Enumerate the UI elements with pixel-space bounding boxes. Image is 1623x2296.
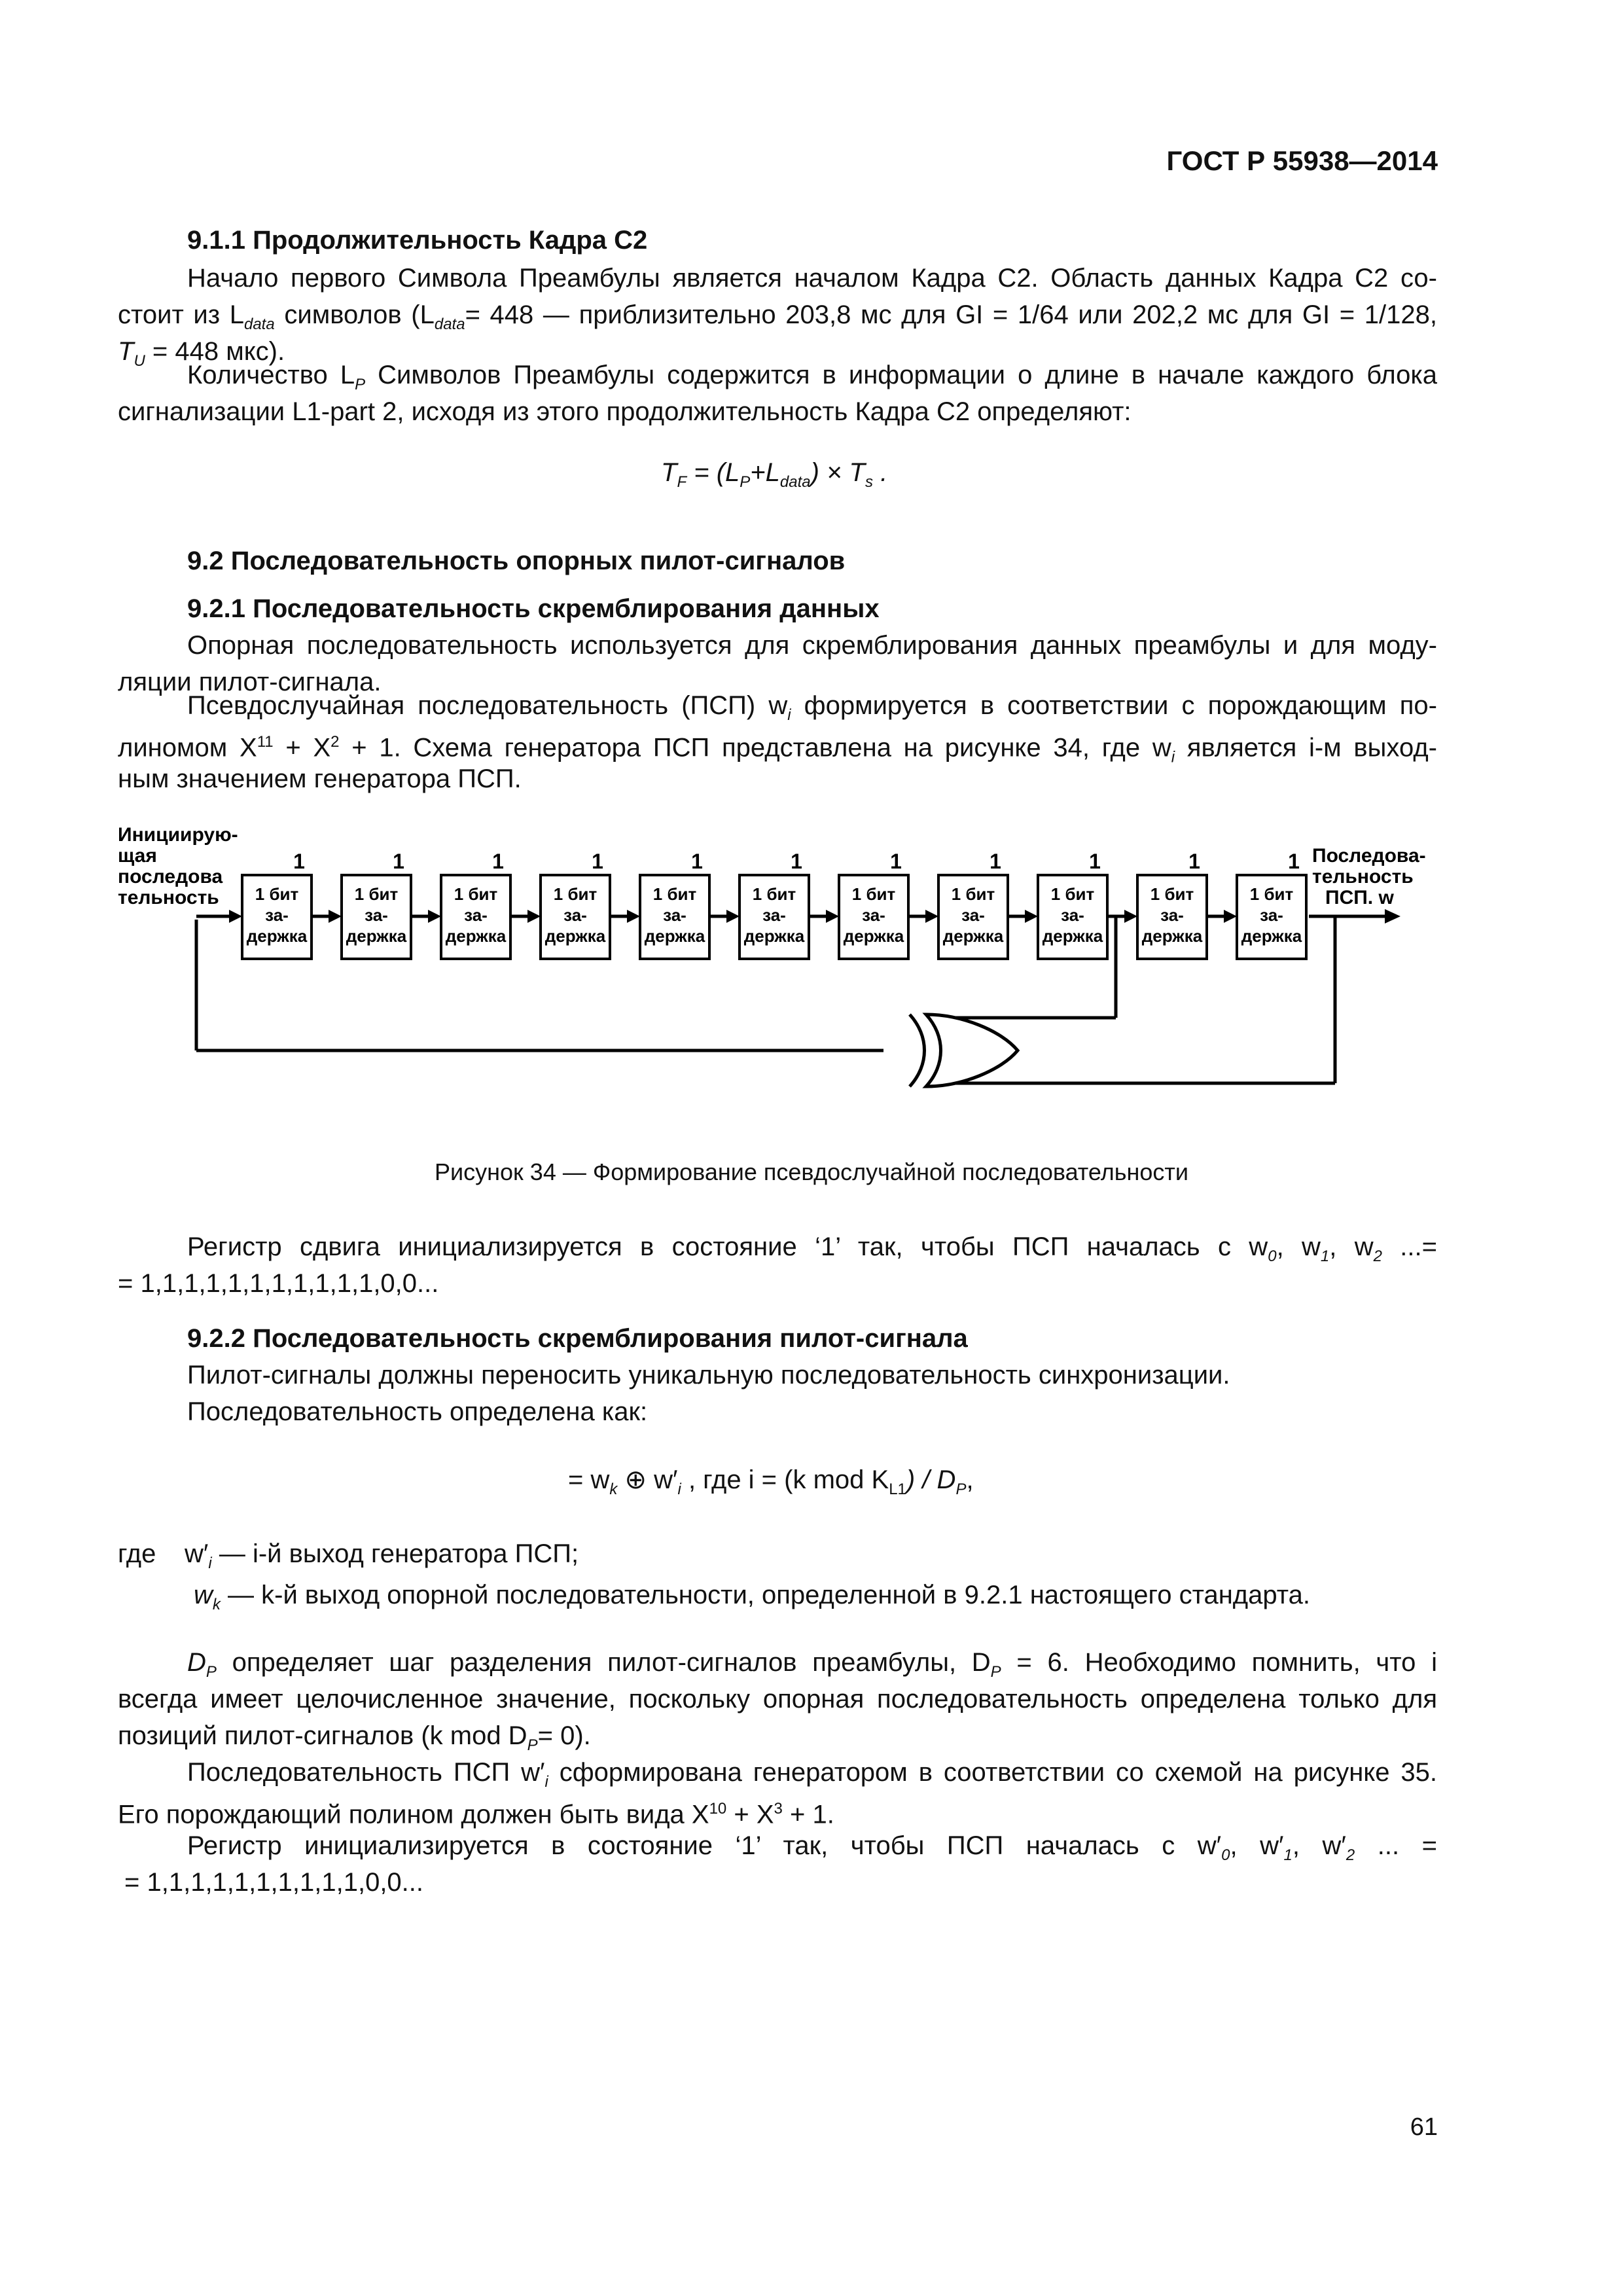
figure-34-caption: Рисунок 34 — Формирование псевдослучайной последовательности — [435, 1158, 1188, 1185]
delay-label: 1 бит — [752, 884, 796, 904]
delay-label: за- — [365, 905, 388, 925]
para-text: Пилот-сигналы должны переносить уникальную последовательность синхронизации. — [187, 1361, 1230, 1390]
delay-label: держка — [246, 926, 308, 946]
init-label: последова — [118, 866, 223, 888]
delay-label: держка — [644, 926, 705, 946]
arrow-icon — [527, 910, 541, 923]
para-text: Последовательность ПСП $w'_i$ сформирована генератором в соответствии со схемой на рисунке 35. — [187, 1758, 1438, 1791]
delay-label: держка — [544, 926, 606, 946]
initial-value: 1 — [691, 850, 703, 873]
arrow-icon — [1224, 910, 1237, 923]
page-number: 61 — [1410, 2113, 1438, 2141]
delay-cell — [1137, 850, 1207, 959]
para-text: сигнализации L1-part 2, исходя из этого продолжительность Кадра C2 определяют: — [118, 397, 1132, 426]
para-text: Псевдослучайная последовательность (ПСП) $w_i$ формируется в соответствии с порождающим по- — [187, 691, 1437, 724]
para-text: линомом $X^{11} + X^2 + 1$. Схема генератора ПСП представлена на рисунке 34, где $w_i$ является i-м выход- — [118, 733, 1437, 766]
arrow-icon — [1025, 910, 1038, 923]
output-label: тельность — [1312, 866, 1414, 888]
heading-9-2-2: 9.2.2 Последовательность скремблирования пилот-сигнала — [187, 1324, 968, 1353]
delay-label: за- — [1160, 905, 1184, 925]
delay-label: держка — [942, 926, 1004, 946]
para-text: стоит из $L_{data}$ символов ($L_{data}= 448$ — приблизительно 203,8 мс для GI = 1/64 или 202,2 мс для GI = 1/128, — [118, 300, 1437, 333]
heading-9-1-1: 9.1.1 Продолжительность Кадра C2 — [187, 226, 648, 255]
delay-label: за- — [464, 905, 488, 925]
delay-cell — [242, 850, 312, 959]
delay-label: за- — [762, 905, 786, 925]
delay-label: держка — [1141, 926, 1203, 946]
delay-cell — [342, 850, 411, 959]
arrow-icon — [428, 910, 441, 923]
para-text: позиций пилот-сигналов (k mod $D_P= 0$). — [118, 1721, 591, 1754]
delay-label: 1 бит — [652, 884, 697, 904]
init-label: щая — [118, 845, 157, 867]
delay-label: за- — [862, 905, 885, 925]
delay-label: 1 бит — [1249, 884, 1294, 904]
delay-label: за- — [961, 905, 985, 925]
delay-label: за- — [1260, 905, 1283, 925]
delay-cell — [740, 850, 809, 959]
arrow-icon — [329, 910, 342, 923]
para-text: ным значением генератора ПСП. — [118, 764, 522, 793]
output-arrow-icon — [1385, 909, 1400, 924]
initial-value: 1 — [990, 850, 1001, 873]
delay-label: 1 бит — [1050, 884, 1095, 904]
delay-cell — [441, 850, 510, 959]
arrow-icon — [229, 910, 242, 923]
delay-cell — [640, 850, 709, 959]
delay-label: 1 бит — [255, 884, 299, 904]
output-label: Последова- — [1312, 845, 1426, 867]
delay-label: держка — [445, 926, 507, 946]
delay-label: за- — [265, 905, 289, 925]
arrow-icon — [826, 910, 839, 923]
figure-34-diagram — [118, 821, 1440, 1103]
initial-value: 1 — [293, 850, 305, 873]
delay-cell — [1237, 850, 1306, 959]
document-id: ГОСТ Р 55938—2014 — [1166, 145, 1438, 176]
delay-label: держка — [743, 926, 805, 946]
delay-cell — [1038, 850, 1107, 959]
output-label: ПСП. w — [1325, 887, 1394, 908]
initial-value: 1 — [1188, 850, 1200, 873]
arrow-icon — [726, 910, 740, 923]
delay-label: 1 бит — [951, 884, 995, 904]
para-text: Количество $L_P$ Символов Преамбулы содержится в информации о длине в начале каждого блока — [187, 361, 1437, 393]
initial-value: 1 — [393, 850, 404, 873]
init-label: тельность — [118, 887, 219, 908]
where-label: где — [118, 1539, 156, 1568]
delay-cell — [541, 850, 610, 959]
formula-pilot: = $w_k$ ⊕ $w'_i$ , где i = (k mod $K_{L1}) / D_P$, — [568, 1465, 974, 1498]
delay-cell — [839, 850, 908, 959]
initial-value: 1 — [791, 850, 802, 873]
delay-label: держка — [1042, 926, 1103, 946]
para-text: Последовательность определена как: — [187, 1397, 648, 1426]
arrow-icon — [1124, 910, 1137, 923]
initial-value: 1 — [1089, 850, 1101, 873]
para-text: = 1,1,1,1,1,1,1,1,1,1,0,0... — [124, 1868, 424, 1897]
para-text: Регистр инициализируется в состояние ‘1’ так, чтобы ПСП началась с $w'_0$, $w'_1$, $w'_2$ ... = — [187, 1831, 1437, 1864]
delay-label: за- — [663, 905, 687, 925]
para-text: Его порождающий полином должен быть вида $X^{10} + X^3 + 1$. — [118, 1800, 834, 1829]
initial-value: 1 — [592, 850, 603, 873]
delay-label: держка — [843, 926, 904, 946]
formula-tf: $T_F = (L_P+L_{data}) \times T_s$ . — [661, 458, 888, 491]
initial-value: 1 — [890, 850, 902, 873]
delay-label: держка — [1241, 926, 1302, 946]
delay-label: 1 бит — [354, 884, 399, 904]
arrow-icon — [627, 910, 640, 923]
definition-item: $w'_i$ — i-й выход генератора ПСП; — [185, 1539, 579, 1572]
delay-label: за- — [1061, 905, 1084, 925]
initial-value: 1 — [1288, 850, 1300, 873]
initial-value: 1 — [492, 850, 504, 873]
delay-label: 1 бит — [454, 884, 498, 904]
para-text: Опорная последовательность используется для скремблирования данных преамбулы и для моду- — [187, 631, 1437, 660]
init-label: Инициирую- — [118, 824, 238, 846]
heading-9-2: 9.2 Последовательность опорных пилот-сигналов — [187, 547, 846, 575]
delay-label: за- — [563, 905, 587, 925]
delay-label: держка — [346, 926, 407, 946]
delay-cell — [938, 850, 1008, 959]
para-text: Начало первого Символа Преамбулы является началом Кадра C2. Область данных Кадра C2 со- — [187, 264, 1437, 293]
para-text: $T_U = 448$ мкс). — [118, 337, 285, 370]
para-text: $D_P$ определяет шаг разделения пилот-сигналов преамбулы, $D_P = 6$. Необходимо помнить, что i — [187, 1648, 1438, 1681]
para-text: = 1,1,1,1,1,1,1,1,1,1,1,0,0... — [118, 1269, 439, 1298]
delay-label: 1 бит — [553, 884, 597, 904]
para-text: всегда имеет целочисленное значение, поскольку опорная последовательность определена только для — [118, 1685, 1437, 1713]
para-text: Регистр сдвига инициализируется в состояние ‘1’ так, чтобы ПСП началась с $w_0$, $w_1$, $w_2$ ...= — [187, 1232, 1438, 1265]
delay-label: 1 бит — [851, 884, 896, 904]
arrow-icon — [925, 910, 938, 923]
definition-item: $w_k$ — k-й выход опорной последовательности, определенной в 9.2.1 настоящего стандарта. — [194, 1581, 1310, 1613]
heading-9-2-1: 9.2.1 Последовательность скремблирования данных — [187, 594, 880, 623]
para-text: ляции пилот-сигнала. — [118, 668, 382, 696]
delay-label: 1 бит — [1150, 884, 1194, 904]
